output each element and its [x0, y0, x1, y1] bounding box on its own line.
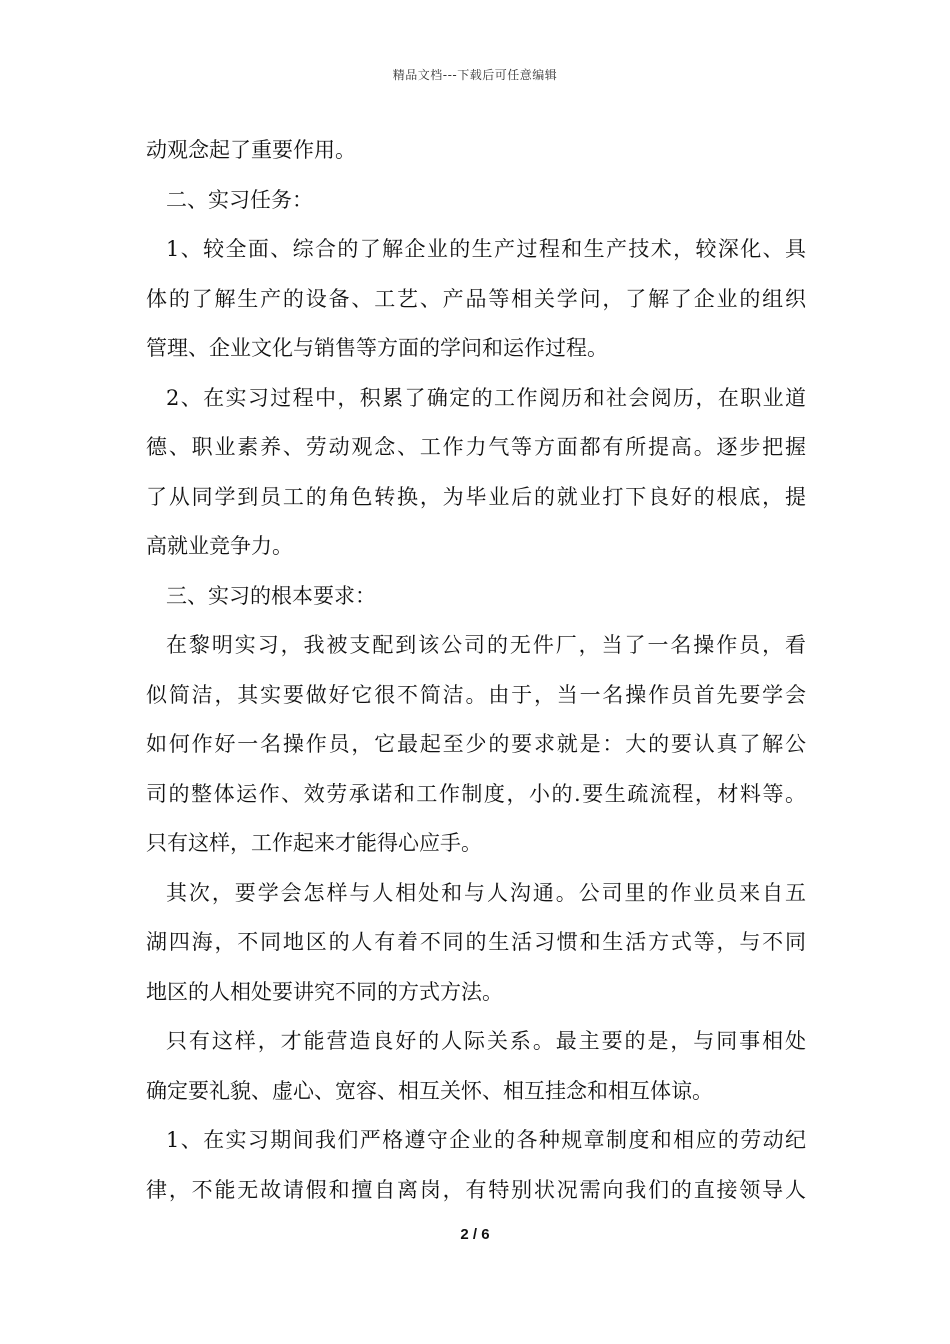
page-indicator: 2 / 6 [460, 1226, 490, 1243]
page-header: 精品文档---下载后可任意编辑 [392, 68, 558, 82]
text-line-9: 高就业竞争力。 [146, 534, 293, 558]
text-line-8: 了从同学到员工的角色转换，为毕业后的就业打下良好的根底，提 [146, 484, 806, 509]
text-line-16: 其次，要学会怎样与人相处和与人沟通。公司里的作业员来自五 [166, 880, 806, 905]
text-line-3: 1、较全面、综合的了解企业的生产过程和生产技术，较深化、具 [166, 237, 806, 261]
text-line-19: 只有这样，才能营造良好的人际关系。最主要的是，与同事相处 [166, 1029, 806, 1053]
document-body [146, 126, 806, 1215]
text-line-17: 湖四海，不同地区的人有着不同的生活习惯和生活方式等，与不同 [146, 930, 806, 954]
text-line-15: 只有这样，工作起来才能得心应手。 [146, 831, 482, 855]
text-line-20: 确定要礼貌、虚心、宽容、相互关怀、相互挂念和相互体谅。 [146, 1078, 713, 1103]
text-line-12: 似简洁，其实要做好它很不简洁。由于，当一名操作员首先要学会 [146, 682, 806, 707]
text-line-18: 地区的人相处要讲究不同的方式方法。 [146, 979, 503, 1004]
text-line-14: 司的整体运作、效劳承诺和工作制度，小的.要生疏流程，材料等。 [146, 781, 806, 806]
text-line-6: 2、在实习过程中，积累了确定的工作阅历和社会阅历，在职业道 [166, 385, 806, 410]
text-line-11: 在黎明实习，我被支配到该公司的无件厂，当了一名操作员，看 [166, 633, 806, 657]
text-line-5: 管理、企业文化与销售等方面的学问和运作过程。 [146, 336, 608, 360]
text-line-22: 律，不能无故请假和擅自离岗，有特别状况需向我们的直接领导人 [146, 1177, 806, 1202]
section-heading-requirements: 三、实习的根本要求： [166, 583, 376, 608]
text-line-7: 德、职业素养、劳动观念、工作力气等方面都有所提高。逐步把握 [146, 435, 806, 459]
text-line-13: 如何作好一名操作员，它最起至少的要求就是：大的要认真了解公 [146, 732, 806, 756]
text-line-4: 体的了解生产的设备、工艺、产品等相关学问，了解了企业的组织 [146, 286, 806, 311]
text-line-1: 动观念起了重要作用。 [146, 138, 356, 162]
section-heading-tasks: 二、实习任务： [166, 187, 313, 212]
text-line-21: 1、在实习期间我们严格遵守企业的各种规章制度和相应的劳动纪 [166, 1128, 806, 1152]
